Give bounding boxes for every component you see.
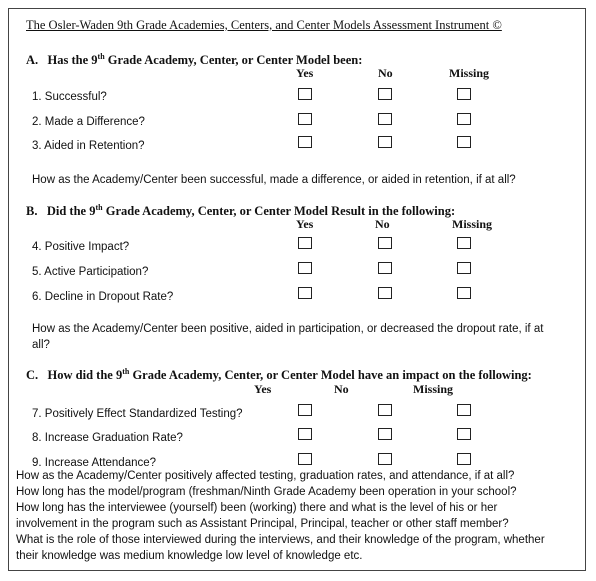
checkbox-9-missing[interactable] [457, 453, 471, 465]
checkbox-8-missing[interactable] [457, 428, 471, 440]
col-yes-a: Yes [296, 66, 314, 80]
checkbox-2-yes[interactable] [298, 113, 312, 125]
checkbox-5-missing[interactable] [457, 262, 471, 274]
checkbox-3-missing[interactable] [457, 136, 471, 148]
checkbox-1-no[interactable] [378, 88, 392, 100]
section-a-question: How as the Academy/Center been successful, made a difference, or aided in retention, if at all? [32, 174, 516, 186]
checkbox-7-no[interactable] [378, 404, 392, 416]
checkbox-8-yes[interactable] [298, 428, 312, 440]
section-a-heading: A. Has the 9th Grade Academy, Center, or Center Model been: [26, 52, 363, 68]
checkbox-6-no[interactable] [378, 287, 392, 299]
col-missing-c: Missing [413, 382, 454, 396]
checkbox-6-yes[interactable] [298, 287, 312, 299]
section-b-heading: B. Did the 9th Grade Academy, Center, or Center Model Result in the following: [26, 203, 456, 219]
col-yes-b: Yes [296, 217, 314, 231]
item-3: 3. Aided in Retention? [32, 140, 145, 152]
checkbox-5-no[interactable] [378, 262, 392, 274]
checkbox-1-yes[interactable] [298, 88, 312, 100]
checkbox-9-yes[interactable] [298, 453, 312, 465]
checkbox-1-missing[interactable] [457, 88, 471, 100]
item-2: 2. Made a Difference? [32, 116, 145, 128]
form-title: The Osler-Waden 9th Grade Academies, Centers, and Center Models Assessment Instrument © [26, 18, 502, 32]
col-no-b: No [375, 217, 390, 231]
checkbox-6-missing[interactable] [457, 287, 471, 299]
col-missing-a: Missing [449, 66, 490, 80]
note-line-2: How long has the model/program (freshman/Ninth Grade Academy been operation in your school? [16, 486, 517, 498]
section-c-heading: C. How did the 9th Grade Academy, Center, or Center Model have an impact on the following: [26, 367, 532, 383]
checkbox-5-yes[interactable] [298, 262, 312, 274]
checkbox-9-no[interactable] [378, 453, 392, 465]
note-line-3: How long has the interviewee (yourself) been (working) there and what is the level of his or her [16, 502, 498, 514]
item-8: 8. Increase Graduation Rate? [32, 432, 183, 444]
item-4: 4. Positive Impact? [32, 241, 130, 253]
item-5: 5. Active Participation? [32, 266, 149, 278]
checkbox-7-missing[interactable] [457, 404, 471, 416]
col-yes-c: Yes [254, 382, 272, 396]
checkbox-3-yes[interactable] [298, 136, 312, 148]
note-line-6: their knowledge was medium knowledge low level of knowledge etc. [16, 550, 363, 562]
checkbox-7-yes[interactable] [298, 404, 312, 416]
checkbox-8-no[interactable] [378, 428, 392, 440]
checkbox-2-no[interactable] [378, 113, 392, 125]
col-no-a: No [378, 66, 393, 80]
checkbox-4-no[interactable] [378, 237, 392, 249]
item-6: 6. Decline in Dropout Rate? [32, 291, 174, 303]
checkbox-2-missing[interactable] [457, 113, 471, 125]
item-1: 1. Successful? [32, 91, 107, 103]
checkbox-4-missing[interactable] [457, 237, 471, 249]
item-7: 7. Positively Effect Standardized Testing? [32, 408, 243, 420]
note-line-1: How as the Academy/Center positively affected testing, graduation rates, and attendance, if at all? [16, 470, 515, 482]
note-line-4: involvement in the program such as Assistant Principal, Principal, teacher or other staff member? [16, 518, 509, 530]
col-missing-b: Missing [452, 217, 493, 231]
checkbox-3-no[interactable] [378, 136, 392, 148]
checkbox-4-yes[interactable] [298, 237, 312, 249]
note-line-5: What is the role of those interviewed during the interviews, and their knowledge of the program, whether [16, 534, 545, 546]
section-b-question: How as the Academy/Center been positive, aided in participation, or decreased the dropout rate, if at all? [32, 323, 544, 351]
col-no-c: No [334, 382, 349, 396]
item-9: 9. Increase Attendance? [32, 457, 157, 469]
